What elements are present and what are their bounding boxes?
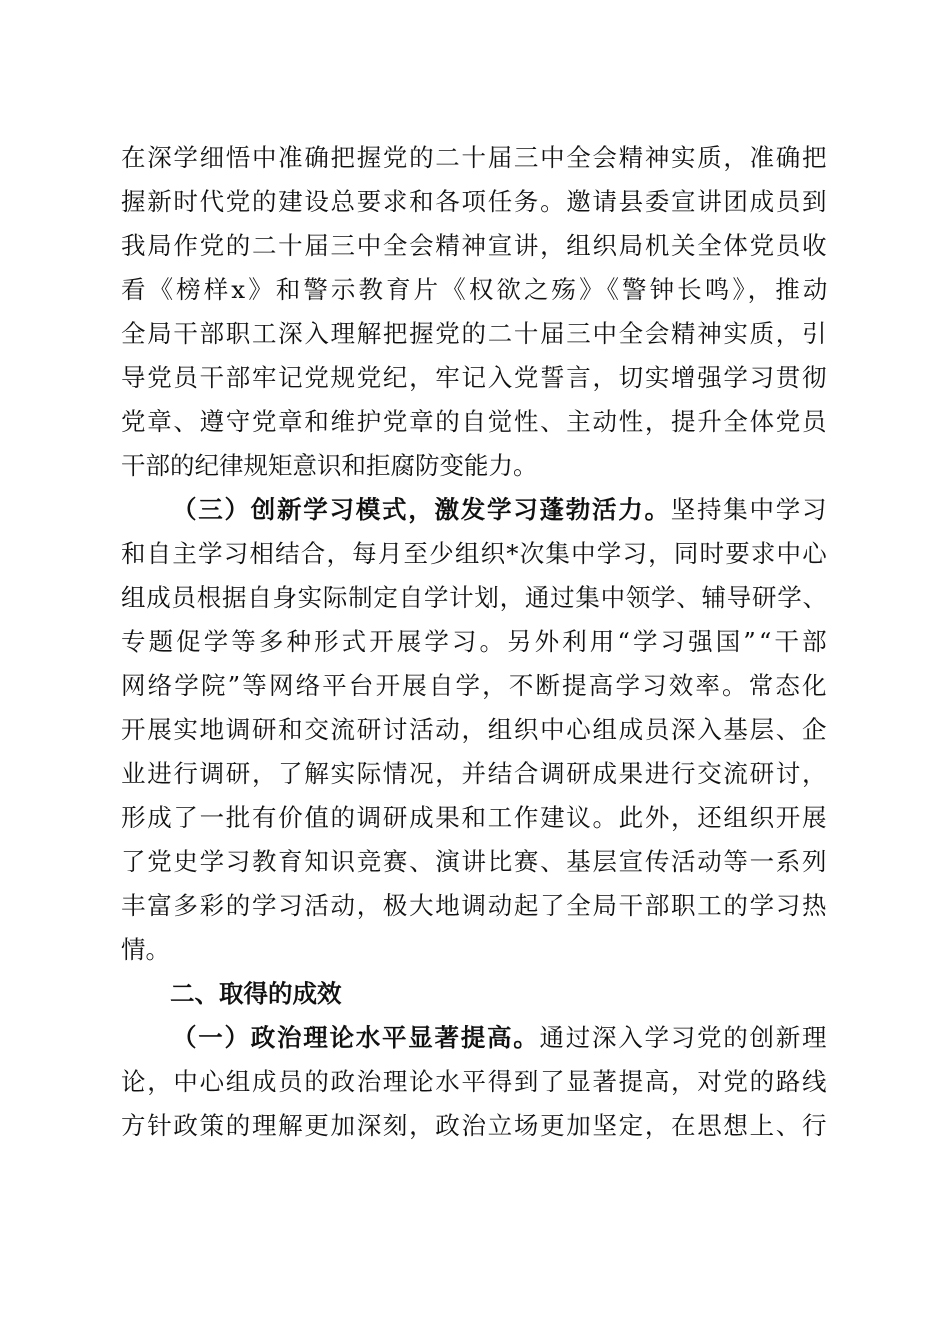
subsection-title: （三）创新学习模式，激发学习蓬勃活力。 (172, 495, 671, 524)
paragraph-text: 我局作党的二十届三中全会精神宣讲，组织局机关全体党员收 (121, 231, 829, 260)
paragraph-text: 握新时代党的建设总要求和各项任务。邀请县委宣讲团成员到 (121, 187, 829, 216)
text-line (121, 136, 828, 180)
subsection-body: 通过深入学习党的创新理 (539, 1023, 829, 1052)
subsection-body: 坚持集中学习 (670, 495, 829, 524)
paragraph-text: 组成员根据自身实际制定自学计划，通过集中领学、辅导研学、 (121, 583, 828, 612)
text-line (121, 1104, 828, 1148)
paragraph-text: 丰富多彩的学习活动，极大地调动起了全局干部职工的学习热 (121, 891, 829, 920)
paragraph-text: 党章、遵守党章和维护党章的自觉性、主动性，提升全体党员 (121, 407, 829, 436)
text-line (121, 224, 828, 268)
text-line (121, 444, 538, 488)
paragraph-text: 看《榜样x》和警示教育片《权欲之殇》《警钟长鸣》，推动 (121, 275, 831, 304)
text-line (121, 312, 828, 356)
paragraph-text: 全局干部职工深入理解把握党的二十届三中全会精神实质，引 (121, 319, 829, 348)
text-line (121, 752, 828, 796)
text-line (121, 356, 828, 400)
paragraph-text: 业进行调研，了解实际情况，并结合调研成果进行交流研讨， (121, 759, 829, 788)
paragraph-text: 形成了一批有价值的调研成果和工作建议。此外，还组织开展 (121, 803, 829, 832)
paragraph-text: 导党员干部牢记党规党纪，牢记入党誓言，切实增强学习贯彻 (121, 363, 829, 392)
paragraph-text: 网络学院”等网络平台开展自学，不断提高学习效率。常态化 (121, 671, 829, 700)
text-line (121, 620, 830, 664)
paragraph-text: 论，中心组成员的政治理论水平得到了显著提高，对党的路线 (121, 1067, 829, 1096)
paragraph-text: 和自主学习相结合，每月至少组织*次集中学习，同时要求中心 (121, 539, 828, 568)
text-line (121, 840, 828, 884)
text-line (121, 884, 828, 928)
text-line (121, 1060, 828, 1104)
paragraph-text: 了党史学习教育知识竞赛、演讲比赛、基层宣传活动等一系列 (121, 847, 829, 876)
paragraph-text: 在深学细悟中准确把握党的二十届三中全会精神实质，准确把 (121, 143, 829, 172)
paragraph-text: 专题促学等多种形式开展学习。另外利用“学习强国”“干部 (121, 627, 830, 656)
subsection-line (172, 1016, 828, 1060)
text-line (121, 180, 828, 224)
text-line (121, 796, 828, 840)
text-line (121, 708, 828, 752)
text-line (121, 268, 830, 312)
section-heading (170, 972, 342, 1016)
text-line (121, 576, 828, 620)
subsection-line (172, 488, 828, 532)
text-line (121, 928, 170, 972)
paragraph-text: 开展实地调研和交流研讨活动，组织中心组成员深入基层、企 (121, 715, 829, 744)
text-line (121, 664, 829, 708)
subsection-title: （一）政治理论水平显著提高。 (172, 1023, 540, 1052)
heading-text: 二、取得的成效 (170, 979, 342, 1008)
text-line (121, 532, 828, 576)
text-line (121, 400, 828, 444)
paragraph-text: 方针政策的理解更加深刻，政治立场更加坚定，在思想上、行 (121, 1111, 829, 1140)
paragraph-text: 干部的纪律规矩意识和拒腐防变能力。 (121, 451, 538, 480)
paragraph-text: 情。 (121, 935, 170, 964)
